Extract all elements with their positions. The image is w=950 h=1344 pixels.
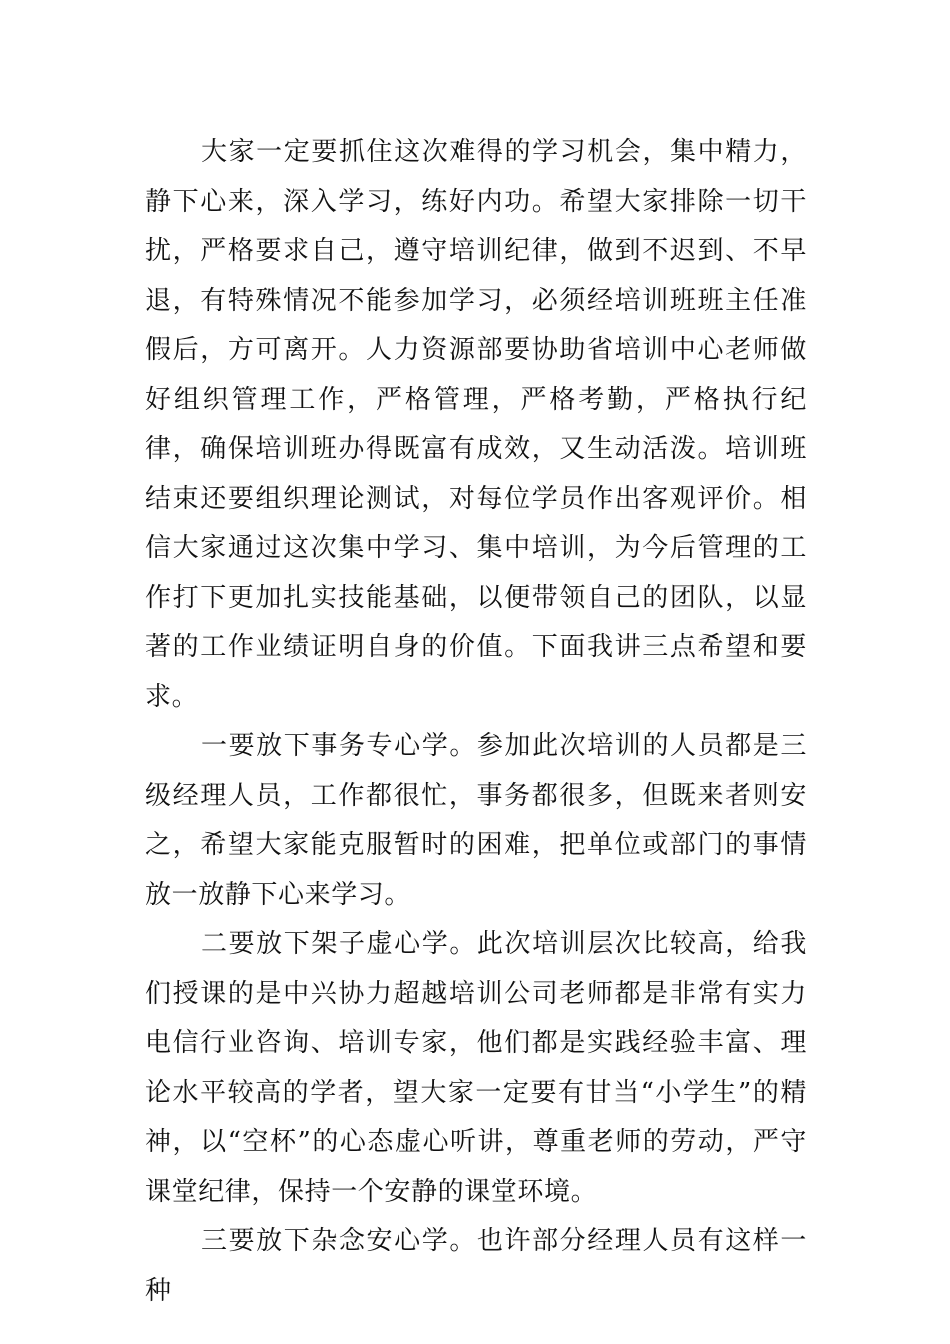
paragraph-peaceful-learning: 三要放下杂念安心学。也许部分经理人员有这样一种 bbox=[145, 1226, 807, 1306]
paragraph-humble-learning: 二要放下架子虚心学。此次培训层次比较高，给我们授课的是中兴协力超越培训公司老师都是非常有实力电信行业咨询、培训专家，他们都是实践经验丰富、理论水平较高的学者，望大家一定要有甘当“小学生”的精神，以“空杯”的心态虚心听讲，尊重老师的劳动，严守课堂纪律，保持一个安静的课堂环境。 bbox=[145, 929, 807, 1207]
paragraph-study-opportunity: 大家一定要抓住这次难得的学习机会，集中精力，静下心来，深入学习，练好内功。希望大家排除一切干扰，严格要求自己，遵守培训纪律，做到不迟到、不早退，有特殊情况不能参加学习，必须经培训班班主任准假后，方可离开。人力资源部要协助省培训中心老师做好组织管理工作，严格管理，严格考勤，严格执行纪律，确保培训班办得既富有成效，又生动活泼。培训班结束还要组织理论测试，对每位学员作出客观评价。相信大家通过这次集中学习、集中培训，为今后管理的工作打下更加扎实技能基础，以便带领自己的团队，以显著的工作业绩证明自身的价值。下面我讲三点希望和要求。 bbox=[145, 137, 807, 712]
document-body bbox=[145, 128, 807, 1316]
paragraph-focus-on-study: 一要放下事务专心学。参加此次培训的人员都是三级经理人员，工作都很忙，事务都很多，但既来者则安之，希望大家能克服暂时的困难，把单位或部门的事情放一放静下心来学习。 bbox=[145, 731, 807, 910]
